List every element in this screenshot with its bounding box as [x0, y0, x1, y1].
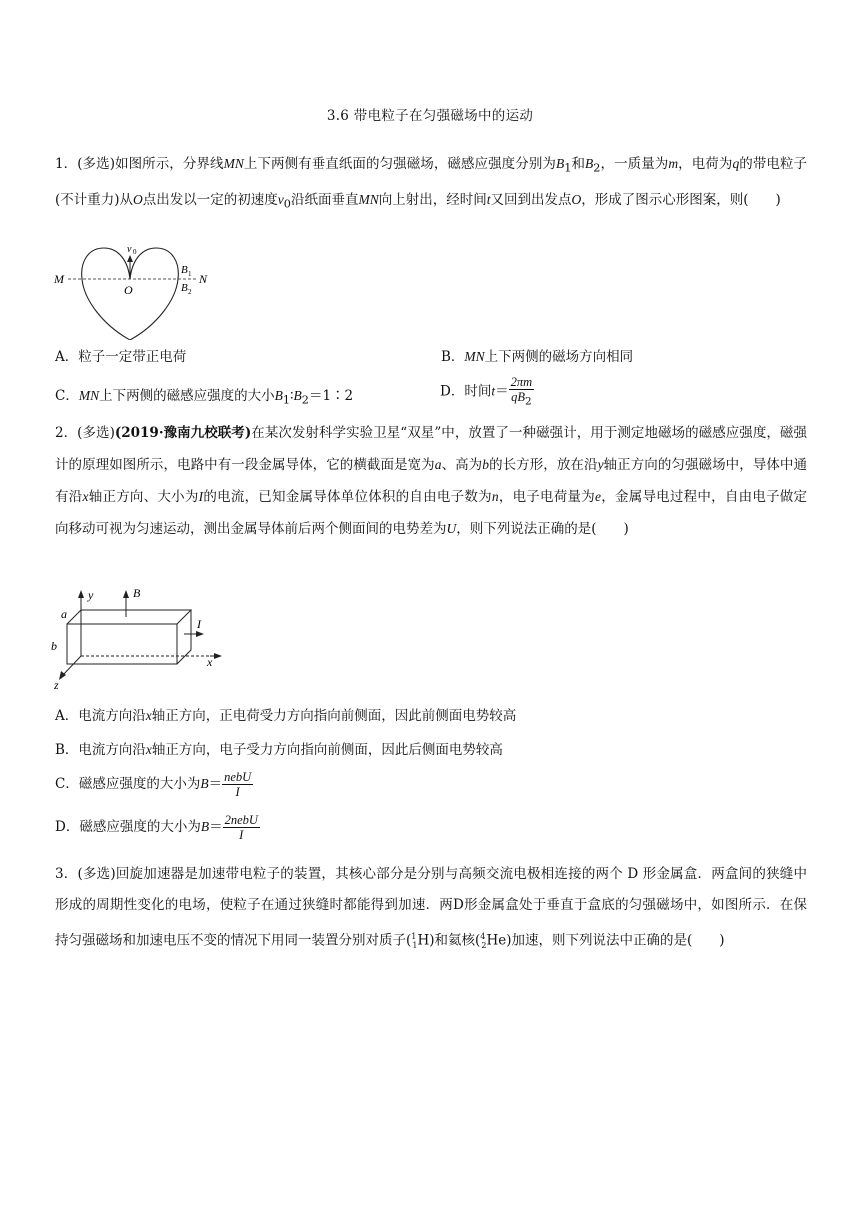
- q2-option-c[interactable]: C．磁感应强度的大小为B＝ $\frac{\text{nebU}}{I}$: [55, 770, 252, 799]
- label-N: N: [199, 272, 208, 286]
- label-a: a: [61, 607, 67, 621]
- question-2-stem: 2．(多选)(2019·豫南九校联考)在某次发射科学实验卫星“双星”中，放置了一种磁强计，用于测定地磁场的磁感应强度，磁强计的原理如图所示，电路中有一段金属导体，它的横截面是宽为a、高为b的长方形，放在沿y轴正方向的匀强磁场中，导体中通有沿x轴正方向、大小为I的电流，已知金属导体单位体积的自由电子数为n，电子电荷量为e，金属导电过程中，自由电子做定向移动可视为匀速运动，测出金属导体前后两个侧面间的电势差为U，则下列说法正确的是( ): [55, 425, 808, 537]
- v0-arrow-head: [127, 255, 133, 262]
- x-axis-arrow: [214, 653, 222, 659]
- q1-option-a[interactable]: A．粒子一定带正电荷: [55, 349, 187, 365]
- label-B: B: [133, 586, 141, 600]
- q2-option-b[interactable]: B．电流方向沿x轴正方向，电子受力方向指向前侧面，因此后侧面电势较高: [55, 742, 503, 758]
- q1-option-c[interactable]: C．MN上下两侧的磁感应强度的大小$B_1∶B_2=1∶2$: [55, 388, 354, 407]
- q1-option-d[interactable]: D．时间t＝ $\frac{2\pi m}{qB_2}$: [440, 375, 533, 408]
- label-B1-sub: 1: [188, 270, 192, 278]
- label-B1: B: [181, 264, 188, 276]
- label-B2-sub: 2: [188, 288, 192, 296]
- conductor-front-face: [67, 624, 177, 664]
- q2-option-a[interactable]: A．电流方向沿x轴正方向，正电荷受力方向指向前侧面，因此前侧面电势较高: [55, 708, 517, 724]
- label-x: x: [207, 655, 213, 669]
- label-v0-sub: 0: [133, 248, 137, 256]
- hall-effect-figure: [48, 584, 228, 694]
- fraction: $\frac{2\pi m}{qB_2}$: [510, 375, 533, 408]
- label-y: y: [88, 588, 94, 602]
- label-v0: v: [127, 244, 132, 255]
- current-arrow-head: [196, 631, 204, 637]
- b-arrow-head: [123, 590, 129, 598]
- label-I: I: [197, 617, 201, 631]
- heart-trajectory-figure: [48, 240, 218, 340]
- q1-option-b[interactable]: B．MN上下两侧的磁场方向相同: [441, 349, 634, 365]
- y-axis-arrow: [78, 590, 84, 598]
- label-O: O: [124, 283, 133, 297]
- q2-option-d[interactable]: D．磁感应强度的大小为B＝ $\frac{\text{2nebU}}{I}$: [55, 813, 258, 842]
- question-3-stem: 3．(多选)回旋加速器是加速带电粒子的装置，其核心部分是分别与高频交流电极相连接的两个 D 形金属盒．两盒间的狭缝中形成的周期性变化的电场，使粒子在通过狭缝时都能得到加速．两D形金属盒处于垂直于盒底的匀强磁场中，如图所示．在保持匀强磁场和加速电压不变的情况下用同一装置分别对质子($^1_1$H)和氦核($^4_2$He)加速，则下列说法中正确的是( ): [55, 866, 807, 951]
- z-axis: [62, 656, 81, 676]
- label-M: M: [54, 272, 64, 286]
- label-B2: B: [181, 282, 188, 294]
- fraction: $\frac{\text{nebU}}{I}$: [224, 770, 252, 799]
- fraction: $\frac{\text{2nebU}}{I}$: [224, 813, 258, 842]
- conductor-top-face: [67, 610, 191, 624]
- label-b: b: [51, 639, 57, 653]
- label-z: z: [54, 678, 59, 692]
- question-1-stem: 1．(多选)如图所示，分界线MN上下两侧有垂直纸面的匀强磁场，磁感应强度分别为$B_1$和$B_2$，一质量为m，电荷为q的带电粒子(不计重力)从O点出发以一定的初速度$v_0$沿纸面垂直MN向上射出，经时间t又回到出发点O，形成了图示心形图案，则( ): [55, 156, 808, 211]
- page-title: 3.6 带电粒子在匀强磁场中的运动: [326, 108, 534, 124]
